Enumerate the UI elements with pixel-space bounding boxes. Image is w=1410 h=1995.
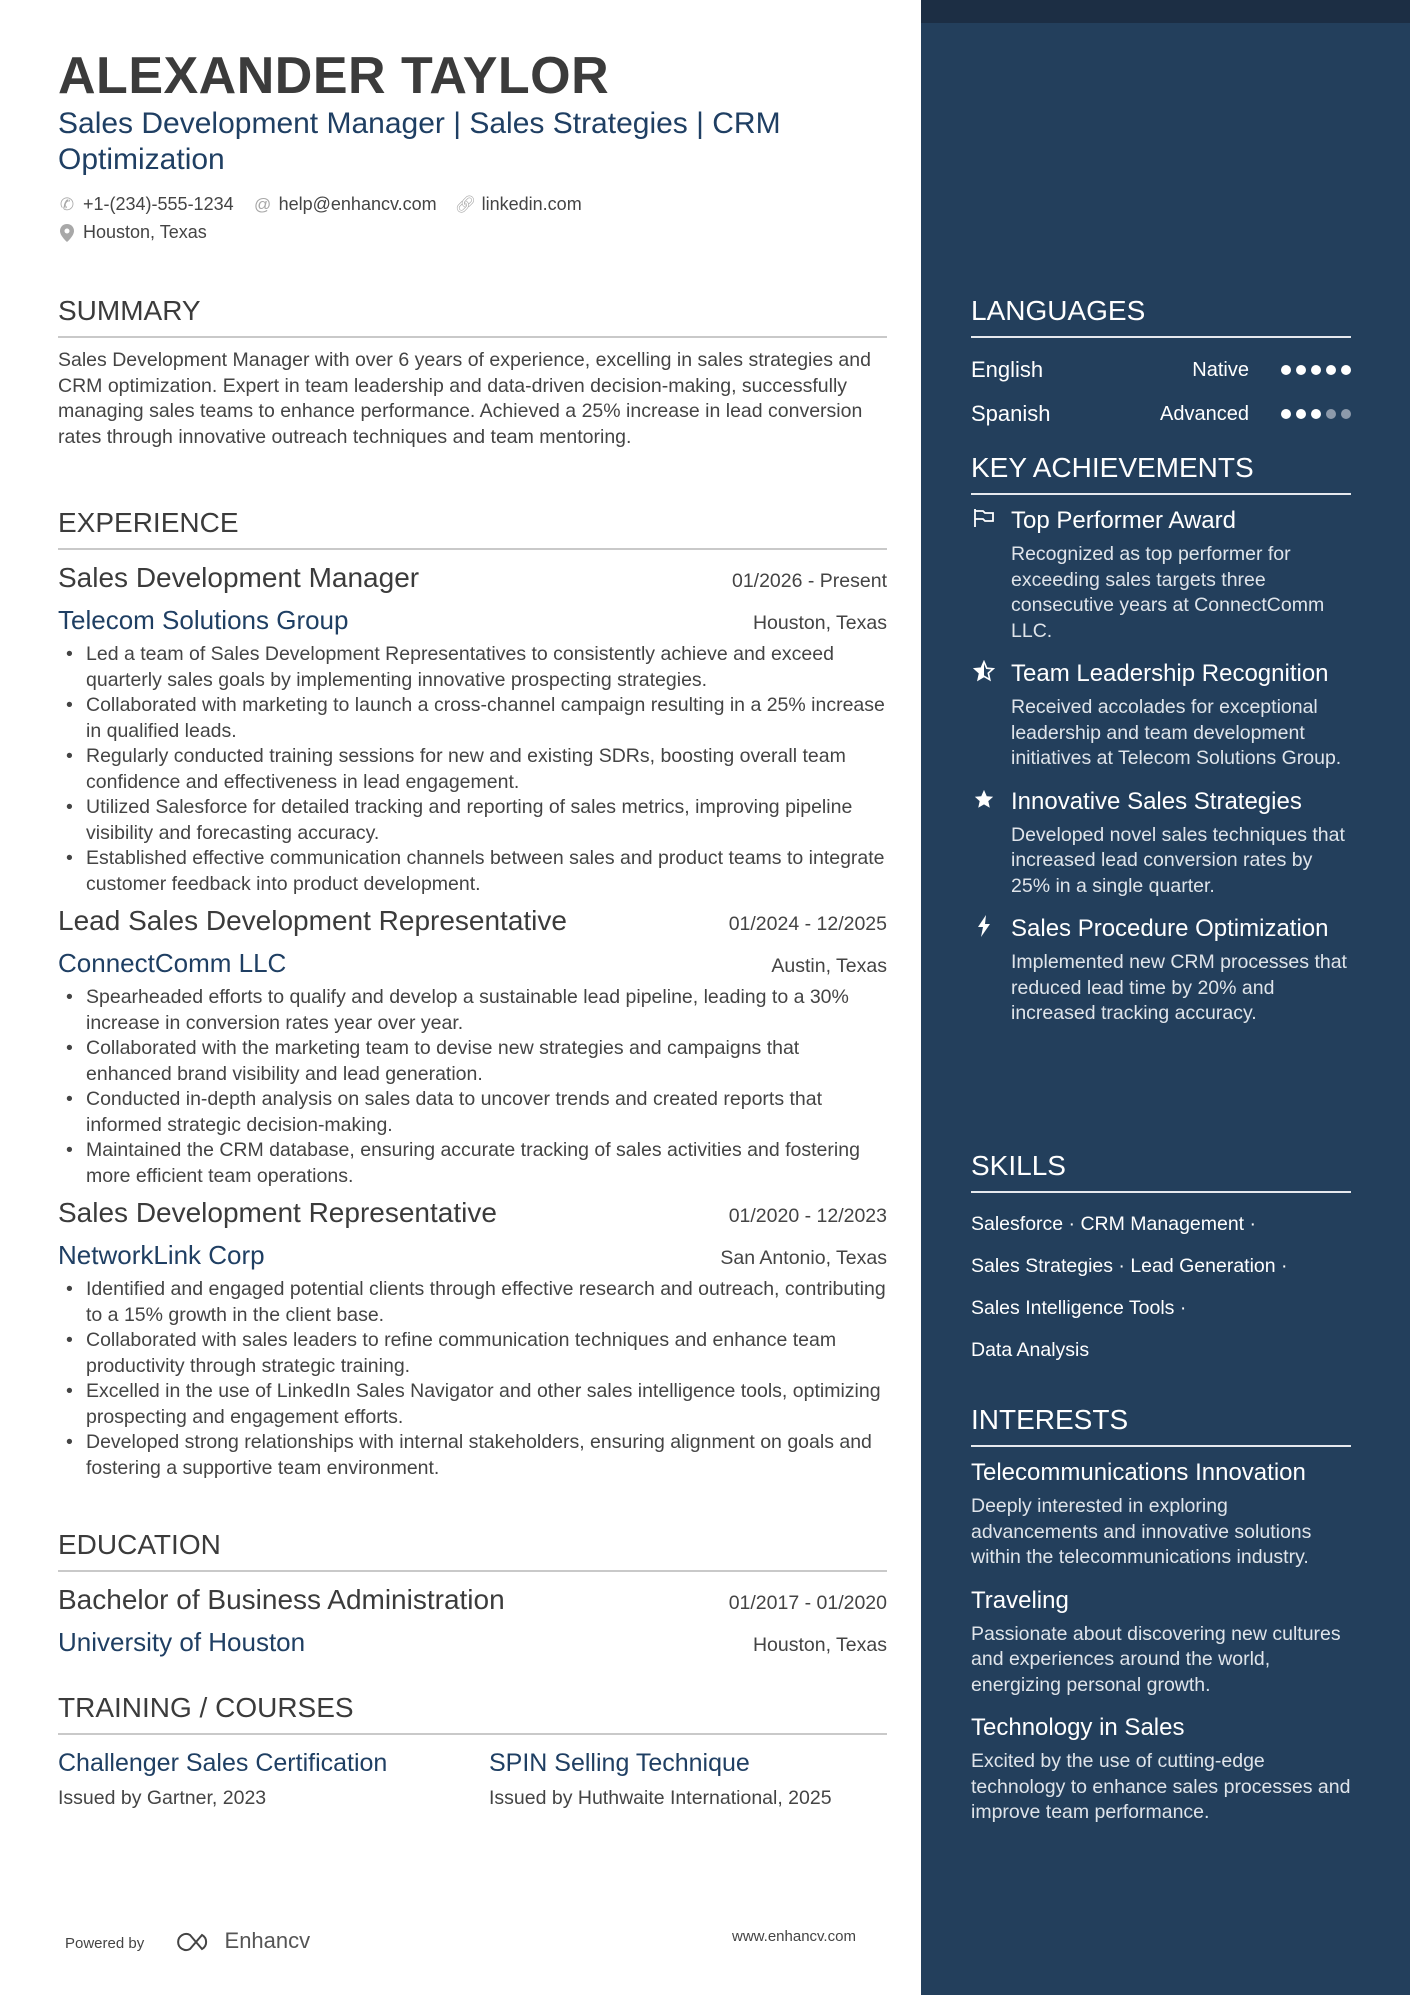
job-entry: [58, 903, 887, 1189]
powered-by: Powered by Enhancv: [65, 1928, 311, 1953]
section-heading: EXPERIENCE: [58, 506, 887, 550]
languages-section: [971, 294, 1351, 436]
achievement-item: [971, 786, 1351, 900]
skill-row: Sales Strategies · Lead Generation ·: [971, 1255, 1288, 1277]
section-heading: EDUCATION: [58, 1528, 887, 1572]
summary-text: Sales Development Manager with over 6 years of experience, excelling in sales strategies and CRM optimization. Expert in team leadership and data-driven decision-making, successfully managing sales teams to enhance performance. Achieved a 25% increase in lead conversion rates through innovative outreach techniques and team mentoring.: [58, 349, 871, 448]
language-name: Spanish: [971, 401, 1051, 426]
rating-dot: [1281, 365, 1291, 375]
achievement-desc: Implemented new CRM processes that reduced lead time by 20% and increased tracking accuracy.: [1011, 951, 1347, 1024]
interest-title: Traveling: [971, 1586, 1069, 1614]
company: Telecom Solutions Group: [58, 605, 349, 635]
sidebar-top-band: [921, 0, 1410, 23]
interest-desc: Excited by the use of cutting-edge technology to enhance sales processes and improve team performance.: [971, 1750, 1351, 1823]
skill-row: Salesforce · CRM Management ·: [971, 1213, 1257, 1235]
section-heading: TRAINING / COURSES: [58, 1691, 887, 1735]
language-level: Native: [1192, 358, 1249, 381]
summary-section: [58, 294, 887, 450]
bullet: • Spearheaded efforts to qualify and develop a sustainable lead pipeline, leading to a 30% increase in conversion rates year over year.: [58, 985, 887, 1036]
rating-dot: [1281, 409, 1291, 419]
rating-dot: [1341, 409, 1351, 419]
bullet: • Excelled in the use of LinkedIn Sales Navigator and other sales intelligence tools, optimizing prospecting and engagement efforts.: [58, 1379, 887, 1430]
education-section: [58, 1528, 887, 1660]
interest-desc: Deeply interested in exploring advancements and innovative solutions within the telecommunications industry.: [971, 1495, 1312, 1568]
school: University of Houston: [58, 1627, 306, 1657]
achievement-desc: Received accolades for exceptional leadership and team development initiatives at Telecom Solutions Group.: [1011, 696, 1342, 769]
rating-dot: [1311, 365, 1321, 375]
contact-row: [58, 194, 582, 215]
language-name: English: [971, 357, 1044, 382]
job-title: Lead Sales Development Representative: [58, 905, 567, 936]
at-icon: @: [253, 194, 272, 214]
skill-row: Data Analysis: [971, 1339, 1090, 1361]
interest-desc: Passionate about discovering new cultures and experiences around the world, energizing personal growth.: [971, 1622, 1341, 1696]
job-title: Sales Development Representative: [58, 1197, 497, 1228]
star-half-icon: [971, 660, 997, 689]
bullet-list: [58, 1277, 887, 1481]
section-heading: SUMMARY: [58, 294, 887, 338]
phone-icon: ✆: [59, 194, 75, 214]
enhancv-logo: Enhancv: [172, 1928, 310, 1953]
bullet: • Identified and engaged potential clients through effective research and outreach, contributing to a 15% growth in the client base.: [58, 1277, 887, 1328]
enhancv-logo-icon: [172, 1931, 218, 1953]
course: SPIN Selling Technique Issued by Huthwaite International, 2025: [489, 1749, 832, 1809]
achievement-desc: Recognized as top performer for exceeding sales targets three consecutive years at ConnectComm LLC.: [1011, 543, 1325, 642]
bullet: • Regularly conducted training sessions for new and existing SDRs, boosting overall team confidence and effectiveness in lead engagement.: [58, 744, 887, 795]
section-heading: KEY ACHIEVEMENTS: [971, 451, 1351, 495]
bullet: • Developed strong relationships with internal stakeholders, ensuring alignment on goals and fostering a supportive team environment.: [58, 1430, 887, 1481]
rating-dots: [1281, 365, 1351, 375]
rating-dot: [1326, 365, 1336, 375]
skills-section: [971, 1149, 1351, 1371]
location: Houston, Texas: [58, 222, 207, 243]
bullet: • Collaborated with the marketing team to devise new strategies and campaigns that enhanced brand visibility and lead generation.: [58, 1036, 887, 1087]
achievement-title: Sales Procedure Optimization: [1011, 915, 1329, 942]
email[interactable]: @ help@enhancv.com: [253, 194, 437, 214]
flag-icon: [971, 507, 997, 535]
job-location: San Antonio, Texas: [720, 1247, 887, 1269]
bullet: • Established effective communication channels between sales and product teams to integrate customer feedback into product development.: [58, 846, 887, 897]
achievement-item: [971, 658, 1351, 772]
job-dates: 01/2020 - 12/2023: [728, 1205, 887, 1227]
interest-item: [971, 1457, 1351, 1571]
section-heading: LANGUAGES: [971, 294, 1351, 338]
job-location: Houston, Texas: [752, 612, 887, 634]
language-item: [971, 348, 1351, 392]
candidate-name: ALEXANDER TAYLOR: [58, 47, 610, 105]
achievement-desc: Developed novel sales techniques that increased lead conversion rates by 25% in a single quarter.: [1011, 823, 1345, 897]
bullet: • Led a team of Sales Development Representatives to consistently achieve and exceed quarterly sales goals by implementing innovative prospecting strategies.: [58, 642, 887, 693]
interest-item: [971, 1585, 1351, 1699]
linkedin[interactable]: 🔗︎ linkedin.com: [454, 194, 582, 214]
bullet-list: [58, 642, 887, 897]
dates: 01/2017 - 01/2020: [728, 1592, 887, 1614]
bullet: • Maintained the CRM database, ensuring accurate tracking of sales activities and fostering more efficient team operations.: [58, 1138, 887, 1189]
job-title: Sales Development Manager: [58, 562, 420, 593]
achievements-section: [971, 451, 1351, 1041]
course: Challenger Sales Certification Issued by Gartner, 2023: [58, 1749, 388, 1809]
interest-item: [971, 1712, 1351, 1826]
training-section: [58, 1691, 887, 1810]
bullet-list: [58, 985, 887, 1189]
job-entry: [58, 560, 887, 897]
experience-section: [58, 506, 887, 1481]
achievement-title: Innovative Sales Strategies: [1011, 787, 1302, 815]
location-pin-icon: [58, 224, 76, 242]
company: ConnectComm LLC: [58, 948, 287, 978]
achievement-item: [971, 913, 1351, 1027]
bullet: • Collaborated with sales leaders to refine communication techniques and enhance team productivity through strategic training.: [58, 1328, 887, 1379]
rating-dot: [1326, 409, 1336, 419]
job-location: Austin, Texas: [771, 955, 887, 977]
rating-dots: [1281, 409, 1351, 419]
interest-title: Technology in Sales: [971, 1714, 1185, 1741]
section-heading: SKILLS: [971, 1149, 1351, 1193]
achievement-item: [971, 505, 1351, 644]
footer-url[interactable]: www.enhancv.com: [732, 1928, 856, 1945]
achievement-title: Top Performer Award: [1011, 507, 1236, 534]
company: NetworkLink Corp: [58, 1240, 265, 1270]
star-icon: [971, 788, 997, 817]
interests-section: [971, 1403, 1351, 1826]
bullet: • Conducted in-depth analysis on sales data to uncover trends and created reports that informed strategic decision-making.: [58, 1087, 887, 1138]
job-dates: 01/2024 - 12/2025: [728, 913, 887, 935]
degree: Bachelor of Business Administration: [58, 1584, 505, 1615]
bullet: • Utilized Salesforce for detailed tracking and reporting of sales metrics, improving pipeline visibility and forecasting accuracy.: [58, 795, 887, 846]
skill-row: Sales Intelligence Tools ·: [971, 1297, 1187, 1319]
section-heading: INTERESTS: [971, 1403, 1351, 1447]
job-dates: 01/2026 - Present: [731, 570, 887, 592]
rating-dot: [1341, 365, 1351, 375]
rating-dot: [1296, 409, 1306, 419]
link-icon: 🔗︎: [454, 194, 477, 214]
bolt-icon: [971, 915, 997, 944]
bullet: • Collaborated with marketing to launch a cross-channel campaign resulting in a 25% increase in qualified leads.: [58, 693, 887, 744]
language-item: [971, 392, 1351, 436]
achievement-title: Team Leadership Recognition: [1011, 660, 1329, 687]
phone: ✆ +1-(234)-555-1234: [59, 194, 234, 214]
candidate-title: Sales Development Manager | Sales Strategies | CRM Optimization: [58, 107, 781, 176]
rating-dot: [1296, 365, 1306, 375]
language-level: Advanced: [1160, 402, 1249, 425]
interest-title: Telecommunications Innovation: [971, 1459, 1306, 1486]
location: Houston, Texas: [752, 1634, 887, 1656]
job-entry: [58, 1195, 887, 1481]
rating-dot: [1311, 409, 1321, 419]
